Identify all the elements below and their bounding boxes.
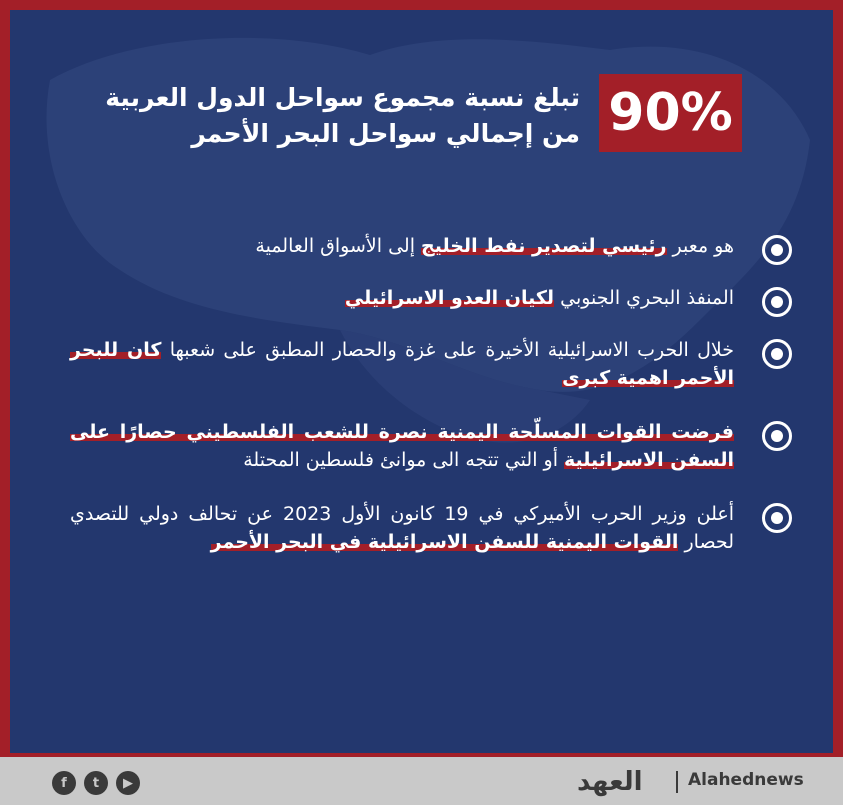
- fact-item-5: [70, 500, 792, 556]
- headline-line-1: تبلغ نسبة مجموع سواحل الدول العربية: [105, 83, 580, 112]
- bullet-icon: [762, 287, 792, 317]
- fact-item-1: [70, 232, 792, 260]
- alahed-logo: العهد: [577, 767, 643, 797]
- twitter-icon[interactable]: t: [84, 771, 108, 795]
- bullet-icon: [762, 421, 792, 451]
- facebook-icon[interactable]: f: [52, 771, 76, 795]
- fact-highlight: لكيان العدو الاسرائيلي: [344, 287, 555, 309]
- fact-highlight: كان للبحر الأحمر اهمية كبرى: [70, 339, 734, 389]
- fact-segment: المنفذ البحري الجنوبي: [554, 287, 734, 309]
- fact-segment: خلال الحرب الاسرائيلية الأخيرة على غزة والحصار المطبق على شعبها: [161, 339, 734, 361]
- headline-title: [65, 80, 580, 152]
- footer-bar: [0, 757, 843, 805]
- bullet-icon: [762, 235, 792, 265]
- fact-segment: أعلن وزير الحرب الأميركي في 19 كانون الأول 2023 عن تحالف دولي للتصدي لحصار: [70, 503, 735, 553]
- fact-highlight: فرضت القوات المسلّحة اليمنية نصرة للشعب الفلسطيني حصارًا على السفن الاسرائيلية: [70, 421, 734, 471]
- facts-list: [70, 232, 792, 556]
- fact-segment: هو معبر: [666, 235, 734, 257]
- fact-item-2: [70, 284, 792, 312]
- percent-badge: 90%: [599, 74, 742, 152]
- fact-highlight: القوات اليمنية للسفن الاسرائيلية في البحر الأحمر: [210, 531, 679, 553]
- fact-item-3: [70, 336, 792, 392]
- youtube-icon[interactable]: ▶: [116, 771, 140, 795]
- fact-item-4: [70, 418, 792, 474]
- infographic-panel: [10, 10, 833, 753]
- brand-name: Alahednews: [688, 770, 804, 790]
- bullet-icon: [762, 339, 792, 369]
- headline-line-2: من إجمالي سواحل البحر الأحمر: [191, 119, 580, 148]
- bullet-icon: [762, 503, 792, 533]
- footer-divider: [676, 771, 678, 793]
- fact-segment: إلى الأسواق العالمية: [255, 235, 422, 257]
- fact-highlight: رئيسي لتصدير نفط الخليج: [421, 235, 667, 257]
- fact-segment: أو التي تتجه الى موانئ فلسطين المحتلة: [243, 449, 565, 471]
